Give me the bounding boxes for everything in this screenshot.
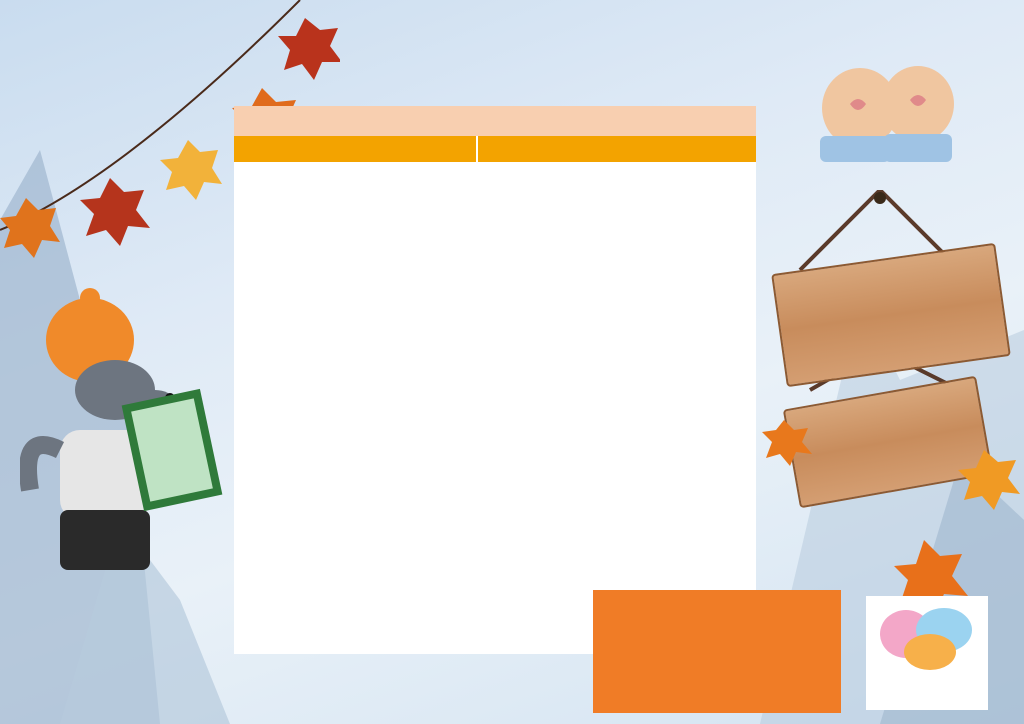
relais-logo (866, 596, 988, 710)
month-header-november (234, 136, 476, 162)
logo-blob-icon (866, 596, 988, 676)
maple-leaf-icon (80, 178, 150, 246)
maple-leaf-icon (278, 18, 340, 80)
month-header-december (478, 136, 756, 162)
calendar-2025 (234, 106, 756, 654)
wolf-reading-illustration (20, 280, 250, 600)
falling-leaves (754, 410, 1024, 620)
calendar-year (234, 106, 756, 136)
mittens-illustration (800, 58, 970, 178)
maple-leaf-icon (160, 140, 222, 200)
contact-info (593, 590, 841, 713)
maple-leaf-icon (0, 198, 60, 258)
